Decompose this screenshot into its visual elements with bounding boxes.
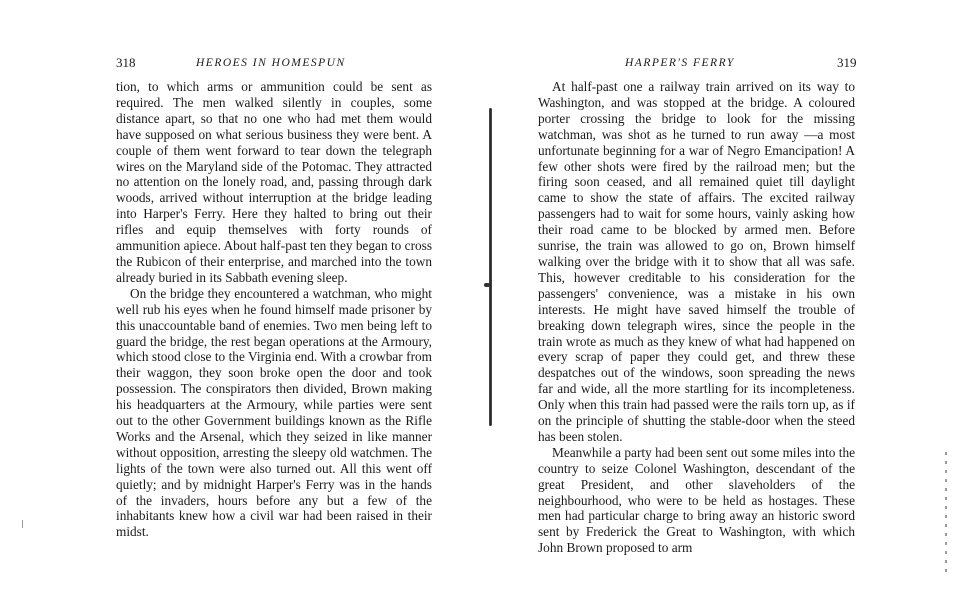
page-edge-mark — [945, 452, 947, 572]
right-page-number: 319 — [837, 55, 857, 70]
left-running-title: HEROES IN HOMESPUN — [196, 57, 346, 69]
left-paragraph-1: tion, to which arms or ammunition could be sent as required. The men walked silently in couples, some distance apart, so that no one who had met them would have supposed on what serious business they were bent. A couple of them went forward to tear down the telegraph wires on the Maryland side of the Potomac. They attracted no attention on the lonely road, and, passing through dark woods, arrived without interruption at the bridge leading into Harper's Ferry. Here they halted to bring out their rifles and equip themselves with forty rounds of ammunition apiece. About half-past ten they began to cross the Rubicon of their enterprise, and marched into the town already buried in its Sabbath evening sleep. — [116, 79, 432, 285]
right-paragraph-1: At half-past one a railway train arrived on its way to Washington, and was stopped at the bridge. A coloured porter crossing the bridge to look for the missing watchman, was shot as he turned to run away —a most unfortunate beginning for a war of Negro Emancipation! A few other shots were fired by the railroad men; but the firing soon ceased, and all remained quiet till daylight came to show the state of affairs. The excited railway passengers had to wait for some hours, vainly asking how their road came to be blocked by armed men. Before sunrise, the train was allowed to go on, Brown himself walking over the bridge with it to show that all was safe. This, however creditable to his consideration for the passengers' convenience, was a mistake in his own interests. He might have saved himself the trouble of breaking down telegraph wires, since the people in the train wrote as much as they knew of what had happened on every scrap of paper they could get, and threw these despatches out of the windows, soon spreading the news far and wide, all the more startling for its incompleteness. Only when this train had passed were the rails torn up, as if on the principle of shutting the stable-door when the steed has been stolen. — [538, 79, 855, 444]
left-body-text — [116, 79, 432, 540]
left-page-number: 318 — [116, 55, 136, 70]
scan-speck — [22, 520, 23, 528]
right-running-title: HARPER'S FERRY — [625, 57, 735, 69]
right-paragraph-2: Meanwhile a party had been sent out some miles into the country to seize Colonel Washington, descendant of the great President, and other slaveholders of the neighbourhood, who were to be held as hostages. These men had particular charge to bring away an historic sword sent by Frederick the Great to Washington, with which John Brown proposed to arm — [538, 444, 855, 556]
right-page — [490, 0, 980, 600]
right-body-text — [538, 79, 855, 556]
left-paragraph-2: On the bridge they encountered a watchman, who might well rub his eyes when he found himself made prisoner by this unaccountable band of enemies. Two men being left to guard the bridge, the rest began operations at the Armoury, which stood close to the Virginia end. With a crowbar from their waggon, they soon broke open the door and took possession. The conspirators then divided, Brown making his headquarters at the Armoury, while parties were sent out to the other Government buildings known as the Rifle Works and the Arsenal, which they seized in like manner without opposition, arresting the sleepy old watchmen. The lights of the town were also turned out. All this went off quietly; and by midnight Harper's Ferry was in the hands of the invaders, hours before any but a few of the inhabitants knew how a civil war had been raised in their midst. — [116, 285, 432, 540]
